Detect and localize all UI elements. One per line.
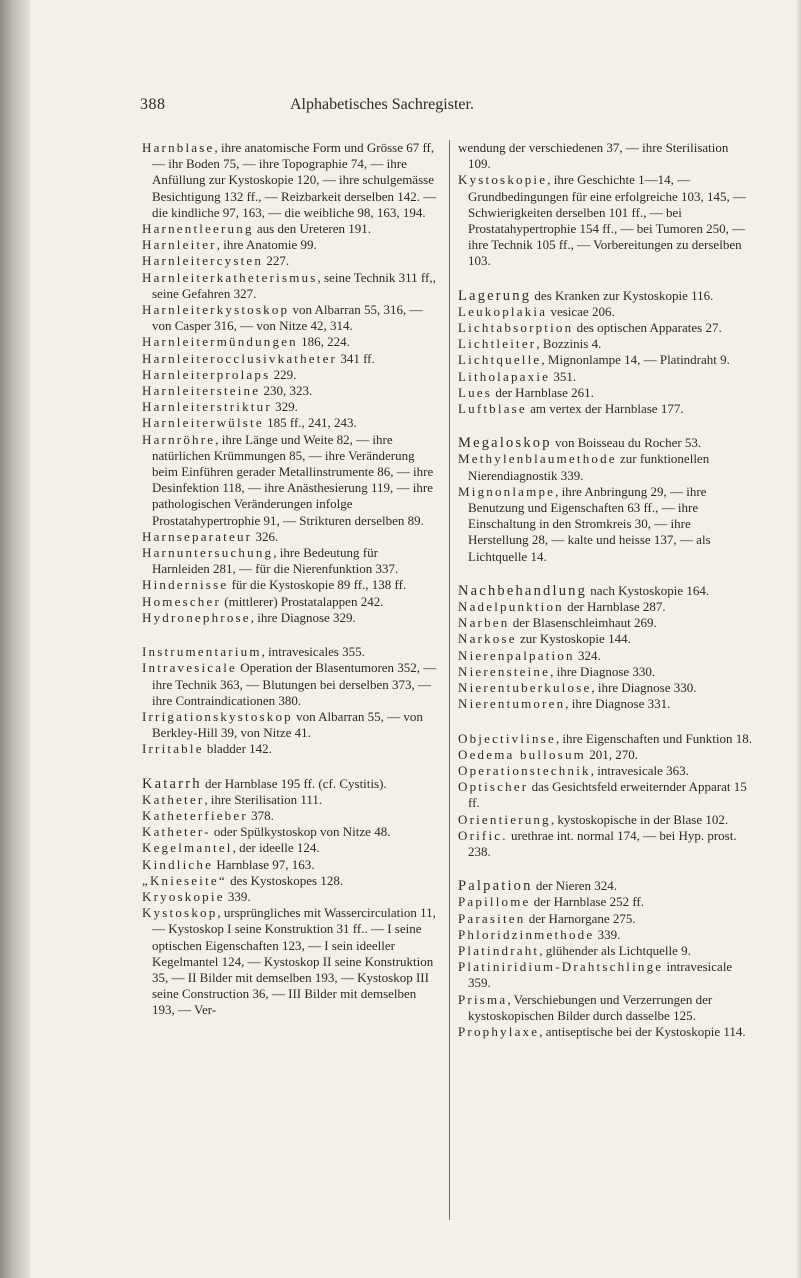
index-entry [142, 529, 438, 545]
index-entry-headword: Harnentleerung [142, 221, 254, 237]
index-entry-headword: Kryoskopie [142, 888, 225, 904]
page-edge [795, 0, 801, 1278]
index-entry [142, 302, 438, 334]
index-entry-headword: Orientierung [458, 811, 551, 827]
index-entry-headword: Nierenpalpation [458, 647, 575, 663]
index-entry [458, 812, 754, 828]
index-entry [458, 451, 754, 483]
index-entry-headword: Irrigationskystoskop [142, 708, 293, 724]
index-entry-headword: Megaloskop [458, 435, 552, 452]
index-entry-headword: Nierentuberkulose [458, 680, 592, 696]
index-entry-headword: Hindernisse [142, 577, 229, 593]
index-entry-text: , Verschiebungen und Verzerrungen der kystoskopischen Bilder durch dasselbe 125. [468, 991, 713, 1023]
index-entry-headword: Narkose [458, 631, 517, 647]
index-entry [458, 747, 754, 763]
index-entry-headword: Harnleiterkatheterismus [142, 269, 318, 285]
index-entry-headword: Harnseparateur [142, 528, 253, 544]
index-entry-text: , Bozzinis 4. [536, 336, 602, 352]
index-entry-text: zur funktionellen Nierendiagnostik 339. [468, 451, 710, 483]
index-entry-headword: Operationstechnik [458, 762, 591, 778]
index-entry-text: , ihre Diagnose 330. [591, 680, 697, 696]
index-entry-text: 229. [270, 366, 297, 382]
index-entry [142, 367, 438, 383]
index-entry-headword: Platiniridium-Drahtschlinge [458, 959, 664, 975]
index-entry [142, 808, 438, 824]
index-entry-headword: Kystoskopie [458, 172, 548, 188]
index-entry-text: der Harnblase 195 ff. (cf. Cystitis). [201, 775, 387, 791]
index-entry-text: vesicae 206. [547, 303, 615, 319]
index-entry [458, 943, 754, 959]
index-entry [458, 648, 754, 664]
index-entry [142, 905, 438, 1018]
index-entry [142, 415, 438, 431]
index-entry-headword: Irritable [142, 741, 204, 757]
index-entry-text: , ihre Anbringung 29, — ihre Benutzung und Eigenschaften 63 ff., — ihre Einschaltung in den Stromkreis 30, — ihre Herstellung 28, — kalte und heisse 137, — als Lichtquelle 14. [468, 483, 711, 564]
index-entry [458, 304, 754, 320]
index-entry-headword: Objectivlinse [458, 730, 556, 746]
index-entry-headword: Narben [458, 615, 510, 631]
index-entry [458, 599, 754, 615]
index-entry-text: 329. [271, 399, 298, 415]
section-gap [458, 417, 754, 435]
index-entry [142, 334, 438, 350]
index-entry-text: der Harnblase 252 ff. [530, 894, 645, 910]
index-entry-headword: Palpation [458, 878, 533, 895]
index-entry-text: , ursprüngliches mit Wassercirculation 11, — Kystoskop I seine Konstruktion 31 ff.. — I seine optischen Eigenschaften 123, — I sein ideeller Kegelmantel 124, — Kystoskop II seine Konstruktion 35, — II Bilder mit demselben 193, — Kystoskop III seine Construction 36, — III Bilder mit demselben 193, — Ver- [152, 905, 436, 1018]
index-entry-text: für die Kystoskopie 89 ff., 138 ff. [228, 577, 407, 593]
index-entry [458, 680, 754, 696]
index-entry-headword: Katheterfieber [142, 807, 248, 823]
index-entry-headword: Kystoskop [142, 905, 218, 921]
index-entry-text: 324. [574, 647, 601, 663]
page-number: 388 [140, 96, 166, 113]
index-entry-headword: Harnleiterstriktur [142, 399, 272, 415]
index-entry [458, 435, 754, 451]
index-entry-text: 227. [263, 253, 290, 269]
book-gutter-shadow [0, 0, 30, 1278]
index-entry-text: urethrae int. normal 174, — bei Hyp. prost. 238. [468, 827, 737, 859]
index-entry-text: 230, 323. [260, 383, 313, 399]
section-gap [142, 626, 438, 644]
index-entry-text: 351. [550, 368, 577, 384]
index-entry-headword: Harnleitermündungen [142, 334, 298, 350]
index-entry-text: aus den Ureteren 191. [253, 221, 371, 237]
index-entry-text: , intravesicale 363. [590, 762, 689, 778]
index-entry-text: , ihre Sterilisation 111. [204, 791, 323, 807]
index-entry-headword: Intravesicale [142, 660, 238, 676]
index-entry-headword: Lagerung [458, 287, 532, 304]
index-column-right [458, 140, 754, 1040]
index-entry-text: , der ideelle 124. [232, 840, 320, 856]
index-entry [142, 383, 438, 399]
index-entry-text: von Albarran 55, 316, — von Casper 316, — von Nitze 42, 314. [152, 302, 423, 334]
index-entry-headword: Harnleiterwülste [142, 415, 264, 431]
column-divider [449, 140, 450, 1220]
index-entry [458, 696, 754, 712]
index-entry-text: 378. [247, 807, 274, 823]
index-entry-text: intravesicale 359. [468, 959, 733, 991]
index-entry-headword: Papillome [458, 894, 531, 910]
index-entry-headword: Nierensteine [458, 663, 551, 679]
index-entry-headword: Katarrh [142, 775, 202, 792]
index-entry-headword: Harnleiterkystoskop [142, 302, 290, 318]
index-entry [142, 253, 438, 269]
index-entry [458, 369, 754, 385]
index-entry-headword: Lichtabsorption [458, 320, 574, 336]
index-entry [458, 763, 754, 779]
index-entry-headword: „Knieseite“ [142, 872, 227, 888]
index-entry-headword: Homescher [142, 593, 221, 609]
index-entry [458, 631, 754, 647]
index-entry-text: , ihre Bedeutung für Harnleiden 281, — für die Nierenfunktion 337. [152, 545, 399, 577]
index-entry [458, 401, 754, 417]
index-entry [142, 776, 438, 792]
running-title: Alphabetisches Sachregister. [290, 96, 474, 113]
index-entry [142, 270, 438, 302]
index-entry-headword: Oedema bullosum [458, 746, 586, 762]
index-entry-text: der Harnblase 287. [563, 599, 666, 615]
index-entry-text: , ihre Eigenschaften und Funktion 18. [555, 730, 752, 746]
index-entry-text: 201, 270. [585, 746, 638, 762]
section-gap [458, 565, 754, 583]
index-entry-text: (mittlerer) Prostatalappen 242. [221, 593, 384, 609]
index-entry [458, 385, 754, 401]
index-entry-text: , ihre Diagnose 330. [550, 663, 656, 679]
index-entry [458, 959, 754, 991]
index-entry-text: 186, 224. [297, 334, 350, 350]
index-entry [142, 741, 438, 757]
index-entry [458, 172, 754, 269]
index-entry-headword: Harnblase [142, 140, 215, 155]
index-entry-headword: Harnleiterocclusivkatheter [142, 350, 338, 366]
index-entry-text: , ihre Länge und Weite 82, — ihre natürlichen Krümmungen 85, — ihre Veränderung beim Einführen gerader Metallinstrumente 86, — ihre Desinfektion 118, — ihre Anästhesierung 119, — ihre pathologischen Veränderungen infolge Prostatahypertrophie 91, — Strikturen derselben 89. [152, 431, 434, 528]
index-entry [142, 577, 438, 593]
index-entry [458, 878, 754, 894]
index-entry [142, 857, 438, 873]
index-entry [458, 664, 754, 680]
index-entry [142, 351, 438, 367]
index-entry [458, 336, 754, 352]
section-gap [458, 270, 754, 288]
index-entry-headword: Methylenblaumethode [458, 451, 617, 467]
index-entry-headword: Nachbehandlung [458, 582, 588, 599]
index-entry-headword: Luftblase [458, 401, 527, 417]
index-entry-text: der Blasenschleimhaut 269. [509, 615, 657, 631]
index-entry-text: wendung der verschiedenen 37, — ihre Sterilisation 109. [458, 140, 729, 172]
index-entry-text: , seine Technik 311 ff,, seine Gefahren 327. [152, 269, 436, 301]
section-gap [142, 758, 438, 776]
index-entry [142, 840, 438, 856]
index-entry-headword: Optischer [458, 779, 529, 795]
index-entry-text: , ihre Diagnose 329. [250, 609, 356, 625]
index-entry-text: der Harnorgane 275. [525, 910, 636, 926]
index-entry-text: von Albarran 55, — von Berkley-Hill 39, von Nitze 41. [152, 708, 423, 741]
index-entry-headword: Nierentumoren [458, 696, 566, 712]
index-entry-text: Harnblase 97, 163. [213, 856, 315, 872]
index-entry-text: 339. [224, 888, 251, 904]
index-entry [458, 140, 754, 172]
index-entry [458, 911, 754, 927]
index-entry-headword: Kindliche [142, 856, 214, 872]
index-entry-text: , ihre anatomische Form und Grösse 67 ff, — ihr Boden 75, — ihre Topographie 74, — ihre Anfüllung zur Kystoskopie 120, — ihre schulgemässe Besichtigung 132 ff., — Reizbarkeit derselben 142. — die kindliche 97, 163, — die weibliche 98, 163, 194. [152, 140, 437, 220]
index-entry [142, 889, 438, 905]
index-entry-text: , glühender als Lichtquelle 9. [539, 942, 691, 958]
index-entry [142, 610, 438, 626]
index-entry [142, 644, 438, 660]
index-entry-headword: Harnleiter [142, 237, 217, 253]
index-entry [458, 894, 754, 910]
index-entry-headword: Phloridzinmethode [458, 926, 595, 942]
index-entry [458, 615, 754, 631]
index-entry [458, 320, 754, 336]
index-entry-headword: Harnleitersteine [142, 383, 261, 399]
index-entry [142, 237, 438, 253]
index-entry-text: , ihre Geschichte 1—14, — Grundbedingungen für eine erfolgreiche 103, 145, — Schwierigkeiten derselben 101 ff., — bei Prostatahypertrophie 154 ff., — bei Tumoren 250, — ihre Technik 105 ff., — Vorbereitungen zu derselben 103. [468, 172, 746, 269]
index-entry [458, 828, 754, 860]
index-entry [142, 432, 438, 529]
index-entry-text: , ihre Diagnose 331. [565, 696, 671, 712]
index-entry-headword: Prisma [458, 991, 508, 1007]
index-entry-text: das Gesichtsfeld erweiternder Apparat 15 ff. [468, 779, 747, 811]
index-entry-text: 341 ff. [337, 350, 375, 366]
index-entry-headword: Harnleitercysten [142, 253, 264, 269]
page-header [140, 96, 770, 120]
index-entry-text: der Harnblase 261. [492, 384, 594, 400]
index-entry-headword: Katheter- [142, 824, 211, 840]
index-entry-headword: Katheter [142, 791, 205, 807]
index-entry-text: des optischen Apparates 27. [573, 320, 722, 336]
index-entry [458, 992, 754, 1024]
index-entry [458, 288, 754, 304]
index-entry-headword: Lichtleiter [458, 336, 537, 352]
index-entry-headword: Litholapaxie [458, 368, 551, 384]
index-entry-headword: Lichtquelle [458, 352, 542, 368]
index-entry [142, 792, 438, 808]
index-entry-headword: Nadelpunktion [458, 599, 564, 615]
index-entry-text: , ihre Anatomie 99. [216, 237, 317, 253]
index-entry [458, 779, 754, 811]
index-entry [142, 221, 438, 237]
index-entry [142, 824, 438, 840]
index-entry-text: Operation der Blasentumoren 352, — ihre Technik 363, — Blutungen bei derselben 373, — ihre Contraindicationen 380. [152, 660, 437, 708]
index-entry-text: von Boisseau du Rocher 53. [551, 435, 702, 451]
index-entry-text: des Kystoskopes 128. [226, 872, 344, 888]
index-entry [142, 140, 438, 221]
index-entry-headword: Harnleiterprolaps [142, 366, 271, 382]
index-entry [458, 352, 754, 368]
index-entry [142, 660, 438, 709]
index-entry-headword: Parasiten [458, 910, 526, 926]
index-entry-text: , intravesicales 355. [261, 644, 365, 660]
index-entry [142, 594, 438, 610]
index-entry-text: oder Spülkystoskop von Nitze 48. [210, 824, 391, 840]
index-entry-text: 185 ff., 241, 243. [263, 415, 357, 431]
index-entry-text: 326. [252, 528, 279, 544]
index-entry-headword: Kegelmantel [142, 840, 233, 856]
index-entry-text: des Kranken zur Kystoskopie 116. [531, 287, 714, 303]
index-entry-headword: Leukoplakia [458, 303, 548, 319]
index-entry-headword: Orific. [458, 827, 508, 843]
index-column-left [142, 140, 438, 1019]
index-entry [458, 731, 754, 747]
index-entry-headword: Hydronephrose [142, 609, 251, 625]
index-entry-headword: Harnröhre [142, 431, 216, 447]
index-entry-headword: Harnuntersuchung [142, 545, 274, 561]
index-entry [458, 927, 754, 943]
index-entry [142, 545, 438, 577]
index-entry [458, 484, 754, 565]
index-entry-text: nach Kystoskopie 164. [587, 582, 710, 598]
index-entry-headword: Instrumentarium [142, 644, 262, 660]
index-entry-text: , Mignonlampe 14, — Platindraht 9. [541, 352, 730, 368]
index-entry-text: der Nieren 324. [532, 878, 618, 894]
index-entry-headword: Mignonlampe [458, 483, 556, 499]
index-entry [458, 583, 754, 599]
index-entry [142, 709, 438, 741]
index-entry-text: bladder 142. [203, 741, 272, 757]
index-entry-text: 339. [594, 926, 621, 942]
index-entry-text: am vertex der Harnblase 177. [526, 401, 684, 417]
index-entry-headword: Lues [458, 384, 493, 400]
section-gap [458, 860, 754, 878]
index-entry-headword: Platindraht [458, 942, 540, 958]
index-entry [142, 399, 438, 415]
index-entry [142, 873, 438, 889]
index-entry [458, 1024, 754, 1040]
index-entry-headword: Prophylaxe [458, 1023, 540, 1039]
index-entry-text: zur Kystoskopie 144. [516, 631, 631, 647]
section-gap [458, 713, 754, 731]
index-entry-text: , kystoskopische in der Blase 102. [550, 811, 729, 827]
index-entry-text: , antiseptische bei der Kystoskopie 114. [539, 1023, 746, 1039]
